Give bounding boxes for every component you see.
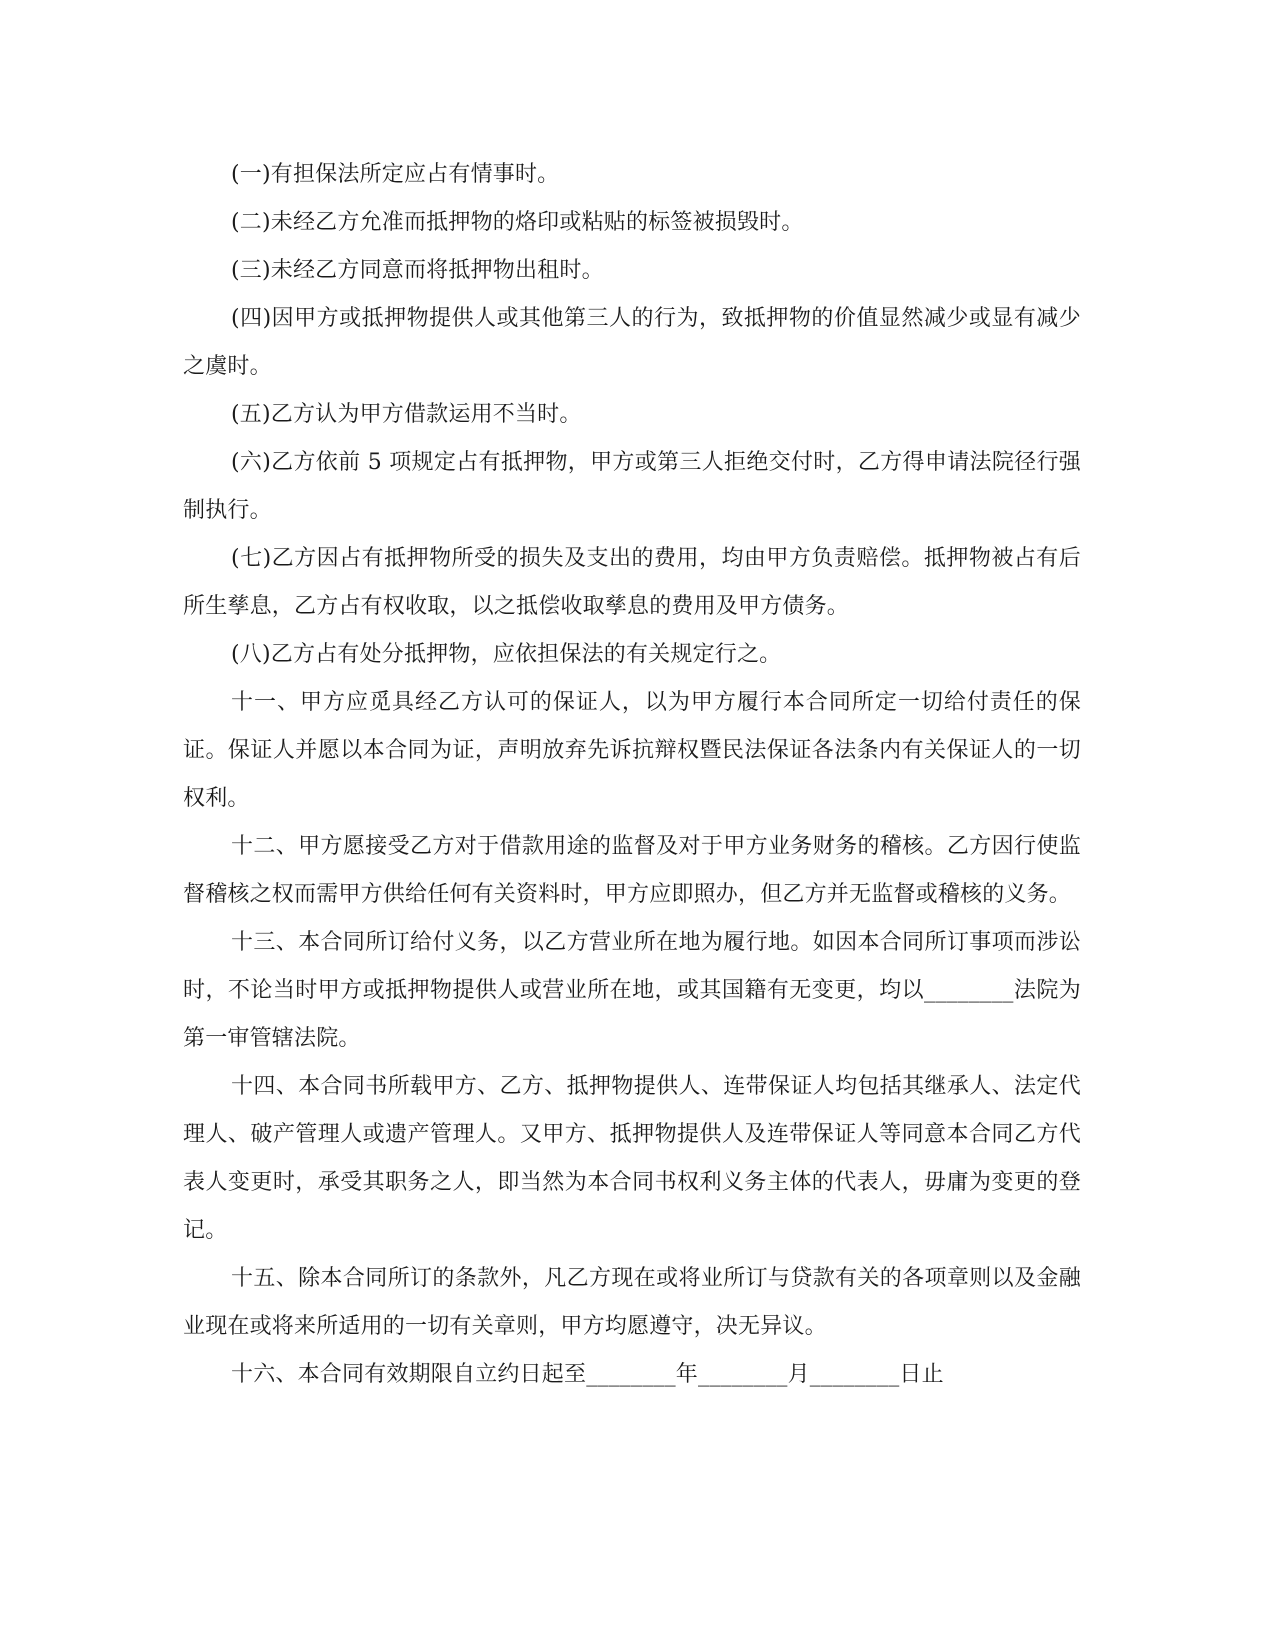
clause-text: (四)因甲方或抵押物提供人或其他第三人的行为，致抵押物的价值显然减少或显有减少之虞时。 xyxy=(183,306,1081,379)
clause-item-1 xyxy=(183,151,1081,199)
clause-text: (三)未经乙方同意而将抵押物出租时。 xyxy=(231,258,604,283)
clause-text: (六)乙方依前 5 项规定占有抵押物，甲方或第三人拒绝交付时，乙方得申请法院径行强制执行。 xyxy=(183,450,1081,523)
clause-item-6 xyxy=(183,439,1081,535)
article-16 xyxy=(183,1351,1081,1399)
clause-text: (一)有担保法所定应占有情事时。 xyxy=(231,162,560,187)
article-14 xyxy=(183,1063,1081,1255)
clause-text: (二)未经乙方允准而抵押物的烙印或粘贴的标签被损毁时。 xyxy=(231,210,804,235)
article-text: 十二、甲方愿接受乙方对于借款用途的监督及对于甲方业务财务的稽核。乙方因行使监督稽核之权而需甲方供给任何有关资料时，甲方应即照办，但乙方并无监督或稽核的义务。 xyxy=(183,834,1081,907)
clause-item-3 xyxy=(183,247,1081,295)
clause-item-8 xyxy=(183,631,1081,679)
document-body xyxy=(183,151,1081,1399)
clause-item-2 xyxy=(183,199,1081,247)
article-12 xyxy=(183,823,1081,919)
clause-text: (八)乙方占有处分抵押物，应依担保法的有关规定行之。 xyxy=(231,642,782,667)
article-text: 十四、本合同书所载甲方、乙方、抵押物提供人、连带保证人均包括其继承人、法定代理人、破产管理人或遗产管理人。又甲方、抵押物提供人及连带保证人等同意本合同乙方代表人变更时，承受其职务之人，即当然为本合同书权利义务主体的代表人，毋庸为变更的登记。 xyxy=(183,1074,1081,1243)
clause-item-7 xyxy=(183,535,1081,631)
article-13 xyxy=(183,919,1081,1063)
article-text: 十三、本合同所订给付义务，以乙方营业所在地为履行地。如因本合同所订事项而涉讼时，不论当时甲方或抵押物提供人或营业所在地，或其国籍有无变更，均以________法院为第一审管辖法院。 xyxy=(183,930,1081,1051)
article-15 xyxy=(183,1255,1081,1351)
article-text: 十一、甲方应觅具经乙方认可的保证人，以为甲方履行本合同所定一切给付责任的保证。保证人并愿以本合同为证，声明放弃先诉抗辩权暨民法保证各法条内有关保证人的一切权利。 xyxy=(183,690,1081,811)
article-text: 十五、除本合同所订的条款外，凡乙方现在或将业所订与贷款有关的各项章则以及金融业现在或将来所适用的一切有关章则，甲方均愿遵守，决无异议。 xyxy=(183,1266,1081,1339)
clause-text: (五)乙方认为甲方借款运用不当时。 xyxy=(231,402,582,427)
clause-item-4 xyxy=(183,295,1081,391)
article-11 xyxy=(183,679,1081,823)
clause-item-5 xyxy=(183,391,1081,439)
clause-text: (七)乙方因占有抵押物所受的损失及支出的费用，均由甲方负责赔偿。抵押物被占有后所生孳息，乙方占有权收取，以之抵偿收取孳息的费用及甲方债务。 xyxy=(183,546,1081,619)
article-text: 十六、本合同有效期限自立约日起至________年________月________日止 xyxy=(231,1362,944,1387)
